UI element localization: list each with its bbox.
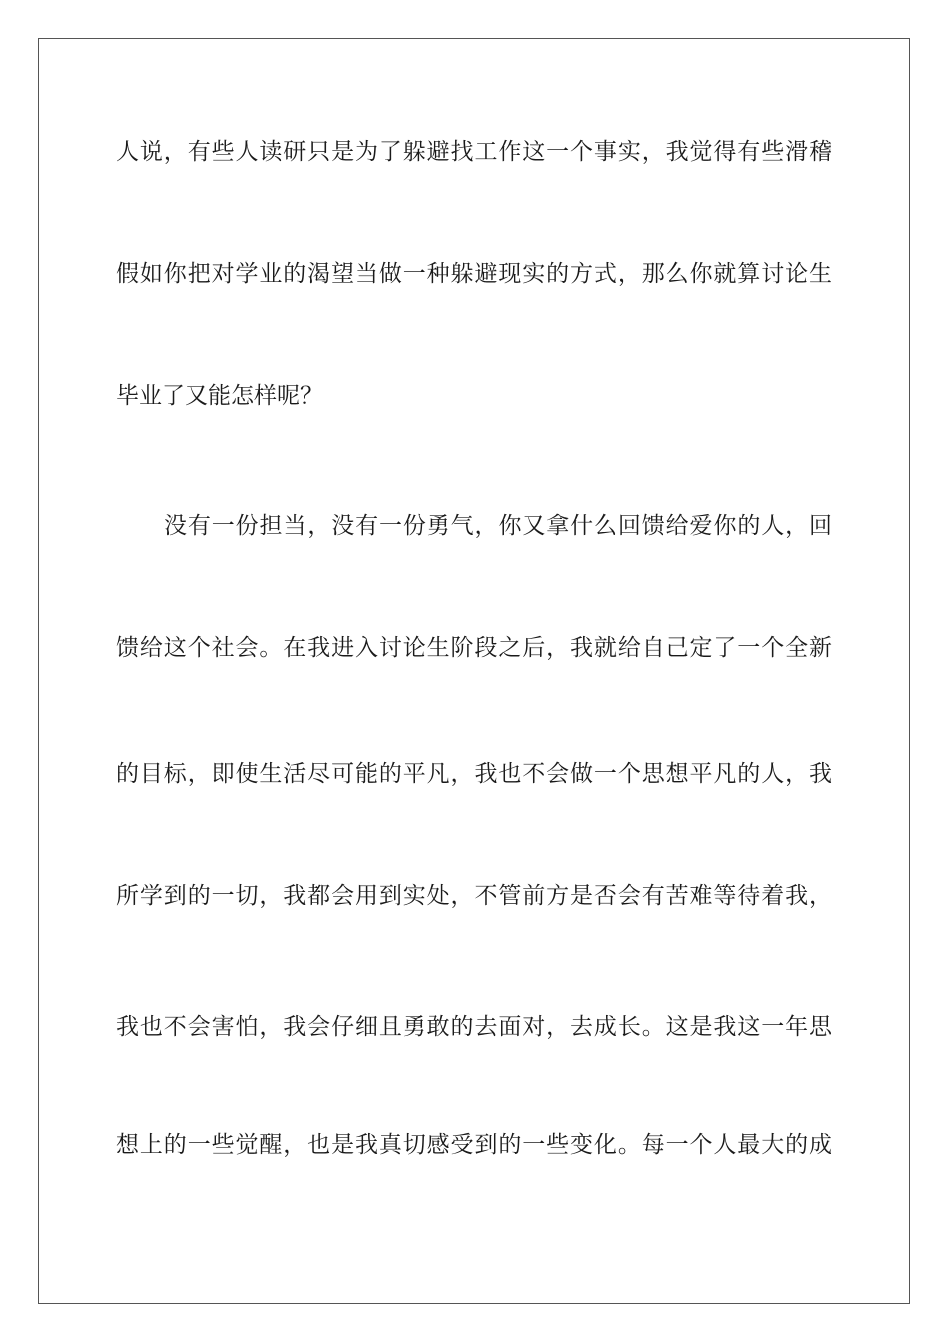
paragraph-line: 假如你把对学业的渴望当做一种躲避现实的方式，那么你就算讨论生 xyxy=(116,261,832,287)
paragraph-line: 所学到的一切，我都会用到实处，不管前方是否会有苦难等待着我， xyxy=(116,883,832,909)
paragraph-line: 我也不会害怕，我会仔细且勇敢的去面对，去成长。这是我这一年思 xyxy=(116,1014,832,1040)
paragraph-line: 毕业了又能怎样呢？ xyxy=(116,383,323,409)
paragraph-line: 的目标，即使生活尽可能的平凡，我也不会做一个思想平凡的人，我 xyxy=(116,761,832,787)
paragraph-line-indented: 没有一份担当，没有一份勇气，你又拿什么回馈给爱你的人，回 xyxy=(164,513,832,539)
paragraph-line: 想上的一些觉醒，也是我真切感受到的一些变化。每一个人最大的成 xyxy=(116,1132,832,1158)
paragraph-line: 馈给这个社会。在我进入讨论生阶段之后，我就给自己定了一个全新 xyxy=(116,635,832,661)
paragraph-line: 人说，有些人读研只是为了躲避找工作这一个事实，我觉得有些滑稽 xyxy=(116,139,832,165)
page-border xyxy=(38,38,910,1304)
